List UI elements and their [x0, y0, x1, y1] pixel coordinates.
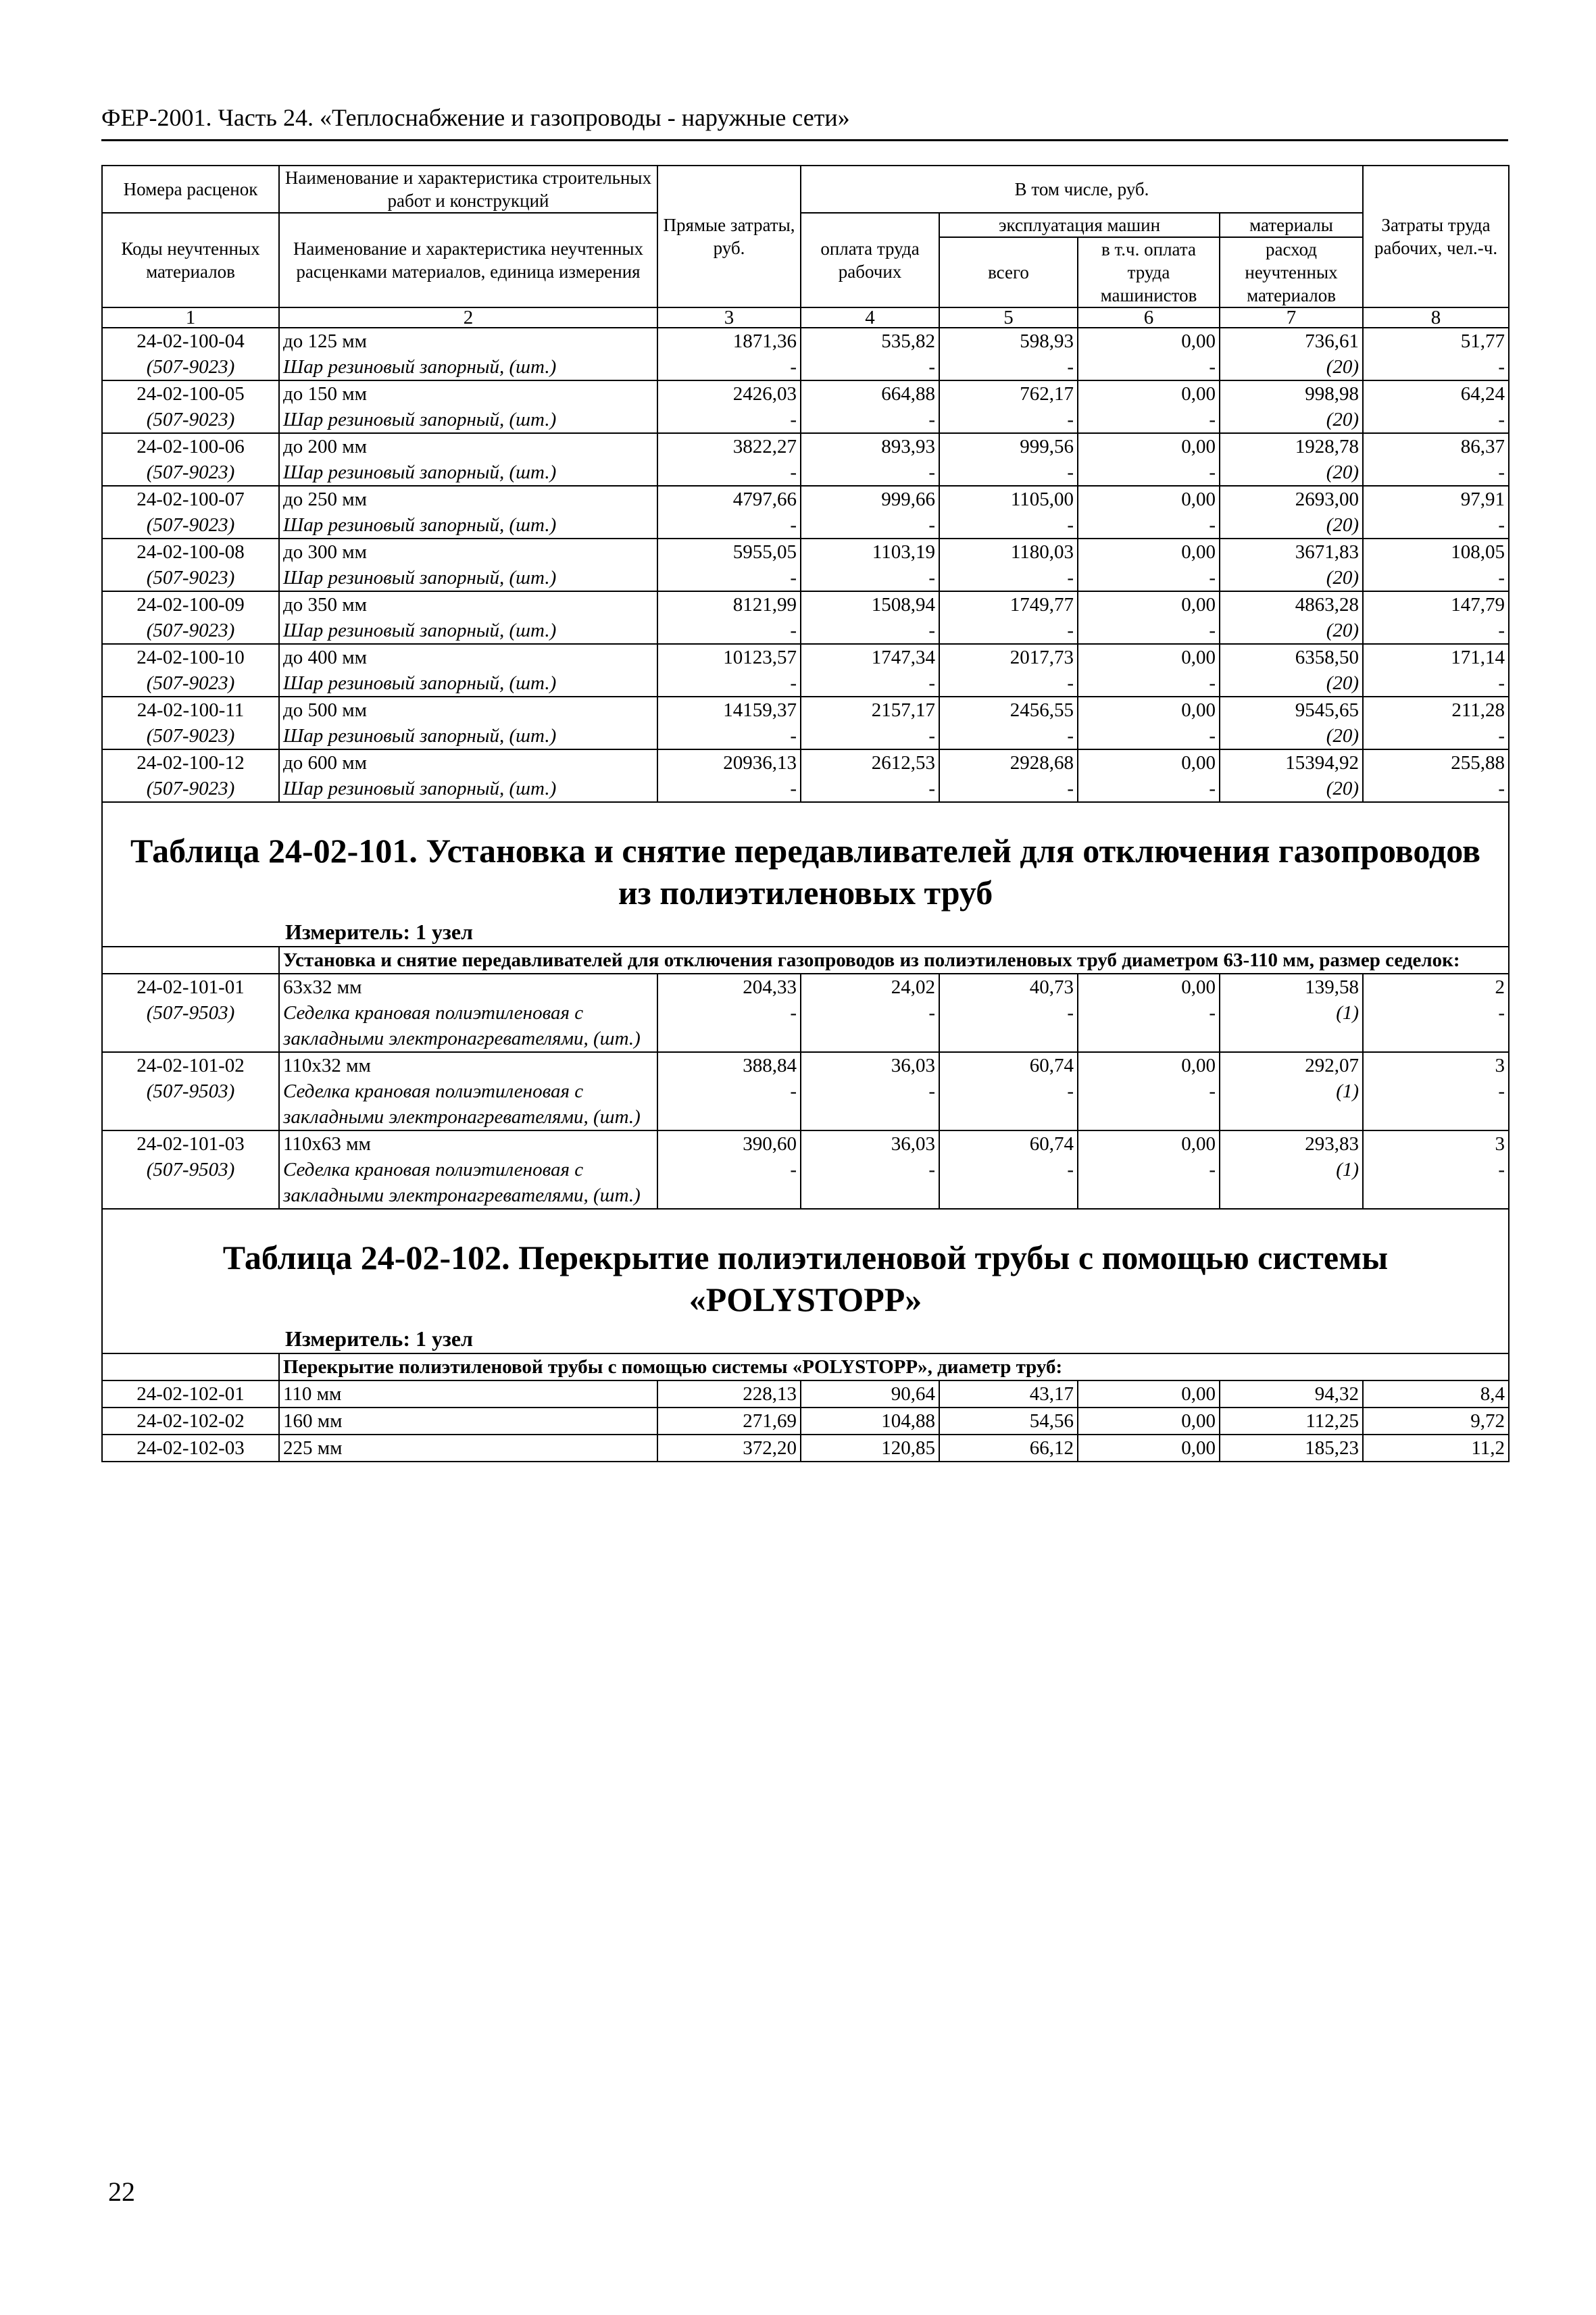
machines-cost: 2017,73 — [939, 644, 1078, 670]
table-24-02-100-body — [102, 328, 1509, 802]
materials-cost: 1928,78 — [1220, 433, 1363, 459]
machines-cost: 60,74 — [939, 1052, 1078, 1078]
rate-name: до 125 мм — [279, 328, 657, 354]
table-row — [102, 749, 1509, 776]
rate-code: 24-02-101-01 — [102, 974, 279, 1000]
table-row — [102, 591, 1509, 618]
material-name: Шар резиновый запорный, (шт.) — [279, 407, 657, 433]
dash-cell: - — [801, 618, 939, 644]
col-header-materials: материалы — [1220, 213, 1363, 237]
labor-hours: 51,77 — [1363, 328, 1509, 354]
materials-cost: 3671,83 — [1220, 539, 1363, 565]
rate-name: 110х63 мм — [279, 1130, 657, 1157]
material-code: (507-9503) — [102, 1078, 279, 1130]
col-index: 3 — [657, 307, 801, 328]
table-row — [102, 644, 1509, 670]
dash-cell: - — [657, 776, 801, 802]
machinist-labor-cost: 0,00 — [1078, 486, 1220, 512]
dash-cell: - — [657, 565, 801, 591]
materials-cost: 15394,92 — [1220, 749, 1363, 776]
dash-cell: - — [939, 407, 1078, 433]
table-101-title: Таблица 24-02-101. Установка и снятие передавливателей для отключения газопроводов из полиэтиленовых труб — [130, 832, 1481, 912]
dash-cell: - — [939, 618, 1078, 644]
subheading-spacer — [102, 947, 279, 974]
material-code: (507-9023) — [102, 565, 279, 591]
dash-cell: - — [939, 776, 1078, 802]
machines-cost: 43,17 — [939, 1380, 1078, 1408]
labor-hours: 108,05 — [1363, 539, 1509, 565]
machines-cost: 66,12 — [939, 1435, 1078, 1462]
col-index: 7 — [1220, 307, 1363, 328]
material-row — [102, 407, 1509, 433]
labor-hours: 211,28 — [1363, 697, 1509, 723]
dash-cell: - — [657, 407, 801, 433]
direct-cost: 271,69 — [657, 1408, 801, 1435]
material-name: Седелка крановая полиэтиленовая с закладными электронагревателями, (шт.) — [279, 1157, 657, 1209]
col-header-direct: Прямые затраты, руб. — [657, 166, 801, 307]
col-index: 5 — [939, 307, 1078, 328]
materials-cost: 139,58 — [1220, 974, 1363, 1000]
direct-cost: 1871,36 — [657, 328, 801, 354]
direct-cost: 3822,27 — [657, 433, 801, 459]
dash-cell: - — [939, 459, 1078, 486]
running-header: ФЕР-2001. Часть 24. «Теплоснабжение и газопроводы - наружные сети» — [101, 104, 850, 131]
dash-cell: - — [801, 776, 939, 802]
col-header-name: Наименование и характеристика строительных работ и конструкций — [279, 166, 657, 213]
labor-hours: 64,24 — [1363, 380, 1509, 407]
table-102-meter: Измеритель: 1 узел — [285, 1326, 473, 1351]
table-102-title: Таблица 24-02-102. Перекрытие полиэтиленовой трубы с помощью системы «POLYSTOPP» — [222, 1239, 1389, 1318]
dash-cell: - — [1363, 1000, 1509, 1052]
column-index-row — [102, 307, 1509, 328]
dash-cell: - — [1363, 1078, 1509, 1130]
rate-name: 110 мм — [279, 1380, 657, 1408]
labor-cost: 2157,17 — [801, 697, 939, 723]
material-usage: (20) — [1220, 776, 1363, 802]
machines-cost: 54,56 — [939, 1408, 1078, 1435]
col-header-codes: Номера расценок — [102, 166, 279, 213]
table-row — [102, 1408, 1509, 1435]
rate-code: 24-02-100-06 — [102, 433, 279, 459]
col-header-material-usage: расход неучтенных материалов — [1220, 237, 1363, 307]
materials-cost: 2693,00 — [1220, 486, 1363, 512]
material-code: (507-9503) — [102, 1000, 279, 1052]
col-index: 4 — [801, 307, 939, 328]
dash-cell: - — [801, 723, 939, 749]
rate-name: до 350 мм — [279, 591, 657, 618]
header-rule — [101, 139, 1508, 141]
material-code: (507-9023) — [102, 670, 279, 697]
rate-name: 160 мм — [279, 1408, 657, 1435]
col-header-hours: Затраты труда рабочих, чел.-ч. — [1363, 166, 1509, 307]
rate-code: 24-02-100-12 — [102, 749, 279, 776]
dash-cell: - — [939, 512, 1078, 539]
direct-cost: 14159,37 — [657, 697, 801, 723]
dash-cell: - — [1363, 512, 1509, 539]
dash-cell: - — [1078, 618, 1220, 644]
material-row — [102, 618, 1509, 644]
table-row — [102, 328, 1509, 354]
material-usage: (20) — [1220, 670, 1363, 697]
machinist-labor-cost: 0,00 — [1078, 974, 1220, 1000]
machinist-labor-cost: 0,00 — [1078, 380, 1220, 407]
rate-name: до 400 мм — [279, 644, 657, 670]
col-header-machines-total: всего — [939, 237, 1078, 307]
rate-code: 24-02-102-01 — [102, 1380, 279, 1408]
material-usage: (20) — [1220, 459, 1363, 486]
material-name: Шар резиновый запорный, (шт.) — [279, 618, 657, 644]
dash-cell: - — [1078, 1157, 1220, 1209]
dash-cell: - — [801, 565, 939, 591]
material-code: (507-9023) — [102, 459, 279, 486]
col-index: 1 — [102, 307, 279, 328]
machinist-labor-cost: 0,00 — [1078, 749, 1220, 776]
dash-cell: - — [657, 670, 801, 697]
material-usage: (20) — [1220, 723, 1363, 749]
table-row — [102, 380, 1509, 407]
dash-cell: - — [657, 1157, 801, 1209]
material-code: (507-9023) — [102, 723, 279, 749]
labor-hours: 171,14 — [1363, 644, 1509, 670]
table-row — [102, 539, 1509, 565]
table-24-02-101-section — [102, 802, 1509, 974]
dash-cell: - — [939, 1157, 1078, 1209]
labor-cost: 1103,19 — [801, 539, 939, 565]
direct-cost: 390,60 — [657, 1130, 801, 1157]
dash-cell: - — [657, 459, 801, 486]
machines-cost: 40,73 — [939, 974, 1078, 1000]
material-row — [102, 565, 1509, 591]
col-header-group: В том числе, руб. — [801, 166, 1363, 213]
material-code: (507-9023) — [102, 354, 279, 380]
dash-cell: - — [939, 1078, 1078, 1130]
machines-cost: 1180,03 — [939, 539, 1078, 565]
rate-name: 63х32 мм — [279, 974, 657, 1000]
col-header-labor: оплата труда рабочих — [801, 213, 939, 307]
machines-cost: 2928,68 — [939, 749, 1078, 776]
machinist-labor-cost: 0,00 — [1078, 1408, 1220, 1435]
rate-code: 24-02-100-05 — [102, 380, 279, 407]
dash-cell: - — [1078, 354, 1220, 380]
material-row — [102, 776, 1509, 802]
dash-cell: - — [939, 1000, 1078, 1052]
materials-cost: 4863,28 — [1220, 591, 1363, 618]
labor-cost: 36,03 — [801, 1052, 939, 1078]
dash-cell: - — [801, 670, 939, 697]
labor-hours: 97,91 — [1363, 486, 1509, 512]
labor-cost: 24,02 — [801, 974, 939, 1000]
dash-cell: - — [657, 618, 801, 644]
machinist-labor-cost: 0,00 — [1078, 1380, 1220, 1408]
materials-cost: 112,25 — [1220, 1408, 1363, 1435]
dash-cell: - — [1078, 670, 1220, 697]
subheading-spacer — [102, 1353, 279, 1380]
material-usage: (20) — [1220, 565, 1363, 591]
material-row — [102, 1000, 1509, 1052]
dash-cell: - — [939, 565, 1078, 591]
dash-cell: - — [1363, 723, 1509, 749]
price-table — [101, 165, 1510, 1462]
material-code: (507-9023) — [102, 407, 279, 433]
materials-cost: 6358,50 — [1220, 644, 1363, 670]
direct-cost: 228,13 — [657, 1380, 801, 1408]
dash-cell: - — [801, 407, 939, 433]
materials-cost: 998,98 — [1220, 380, 1363, 407]
direct-cost: 10123,57 — [657, 644, 801, 670]
rate-code: 24-02-100-07 — [102, 486, 279, 512]
dash-cell: - — [1078, 512, 1220, 539]
materials-cost: 736,61 — [1220, 328, 1363, 354]
col-index: 2 — [279, 307, 657, 328]
machines-cost: 999,56 — [939, 433, 1078, 459]
rate-code: 24-02-100-08 — [102, 539, 279, 565]
rate-name: до 600 мм — [279, 749, 657, 776]
machines-cost: 2456,55 — [939, 697, 1078, 723]
material-row — [102, 512, 1509, 539]
machinist-labor-cost: 0,00 — [1078, 328, 1220, 354]
dash-cell: - — [1078, 565, 1220, 591]
dash-cell: - — [939, 723, 1078, 749]
labor-cost: 664,88 — [801, 380, 939, 407]
material-usage: (20) — [1220, 512, 1363, 539]
material-row — [102, 459, 1509, 486]
dash-cell: - — [1363, 1157, 1509, 1209]
rate-code: 24-02-100-04 — [102, 328, 279, 354]
machinist-labor-cost: 0,00 — [1078, 591, 1220, 618]
dash-cell: - — [1078, 1000, 1220, 1052]
rate-name: до 300 мм — [279, 539, 657, 565]
dash-cell: - — [801, 459, 939, 486]
materials-cost: 185,23 — [1220, 1435, 1363, 1462]
direct-cost: 2426,03 — [657, 380, 801, 407]
material-usage: (1) — [1220, 1157, 1363, 1209]
table-row — [102, 1130, 1509, 1157]
materials-cost: 9545,65 — [1220, 697, 1363, 723]
material-row — [102, 354, 1509, 380]
table-row — [102, 1435, 1509, 1462]
dash-cell: - — [1078, 407, 1220, 433]
material-row — [102, 670, 1509, 697]
dash-cell: - — [939, 354, 1078, 380]
material-usage: (1) — [1220, 1078, 1363, 1130]
rate-name: до 200 мм — [279, 433, 657, 459]
material-row — [102, 1078, 1509, 1130]
rate-code: 24-02-100-10 — [102, 644, 279, 670]
material-name: Шар резиновый запорный, (шт.) — [279, 459, 657, 486]
machines-cost: 762,17 — [939, 380, 1078, 407]
labor-cost: 36,03 — [801, 1130, 939, 1157]
material-code: (507-9023) — [102, 776, 279, 802]
table-24-02-101-body — [102, 974, 1509, 1209]
labor-cost: 120,85 — [801, 1435, 939, 1462]
dash-cell: - — [1078, 459, 1220, 486]
dash-cell: - — [1363, 354, 1509, 380]
table-24-02-102-body — [102, 1380, 1509, 1462]
machines-cost: 60,74 — [939, 1130, 1078, 1157]
labor-hours: 9,72 — [1363, 1408, 1509, 1435]
direct-cost: 204,33 — [657, 974, 801, 1000]
labor-hours: 3 — [1363, 1130, 1509, 1157]
machinist-labor-cost: 0,00 — [1078, 697, 1220, 723]
material-name: Седелка крановая полиэтиленовая с закладными электронагревателями, (шт.) — [279, 1078, 657, 1130]
machines-cost: 1749,77 — [939, 591, 1078, 618]
direct-cost: 4797,66 — [657, 486, 801, 512]
table-row — [102, 1380, 1509, 1408]
labor-hours: 255,88 — [1363, 749, 1509, 776]
col-header-material-codes: Коды неучтенных материалов — [102, 213, 279, 307]
machinist-labor-cost: 0,00 — [1078, 1435, 1220, 1462]
labor-hours: 3 — [1363, 1052, 1509, 1078]
rate-code: 24-02-100-11 — [102, 697, 279, 723]
machinist-labor-cost: 0,00 — [1078, 433, 1220, 459]
material-usage: (1) — [1220, 1000, 1363, 1052]
machines-cost: 1105,00 — [939, 486, 1078, 512]
labor-cost: 893,93 — [801, 433, 939, 459]
material-row — [102, 723, 1509, 749]
material-name: Шар резиновый запорный, (шт.) — [279, 512, 657, 539]
rate-name: до 500 мм — [279, 697, 657, 723]
material-usage: (20) — [1220, 618, 1363, 644]
dash-cell: - — [657, 512, 801, 539]
table-101-subheading: Установка и снятие передавливателей для отключения газопроводов из полиэтиленовых труб диаметром 63-110 мм, размер седелок: — [279, 947, 1509, 974]
table-row — [102, 974, 1509, 1000]
dash-cell: - — [801, 512, 939, 539]
materials-cost: 94,32 — [1220, 1380, 1363, 1408]
labor-cost: 535,82 — [801, 328, 939, 354]
labor-hours: 147,79 — [1363, 591, 1509, 618]
material-usage: (20) — [1220, 354, 1363, 380]
table-102-subheading: Перекрытие полиэтиленовой трубы с помощью системы «POLYSTOPP», диаметр труб: — [279, 1353, 1509, 1380]
material-usage: (20) — [1220, 407, 1363, 433]
direct-cost: 388,84 — [657, 1052, 801, 1078]
table-row — [102, 433, 1509, 459]
direct-cost: 372,20 — [657, 1435, 801, 1462]
dash-cell: - — [1363, 670, 1509, 697]
machinist-labor-cost: 0,00 — [1078, 1052, 1220, 1078]
machinist-labor-cost: 0,00 — [1078, 1130, 1220, 1157]
dash-cell: - — [1078, 776, 1220, 802]
table-row — [102, 486, 1509, 512]
col-index: 6 — [1078, 307, 1220, 328]
rate-name: 110х32 мм — [279, 1052, 657, 1078]
material-code: (507-9023) — [102, 618, 279, 644]
material-name: Шар резиновый запорный, (шт.) — [279, 565, 657, 591]
material-name: Шар резиновый запорный, (шт.) — [279, 354, 657, 380]
labor-cost: 999,66 — [801, 486, 939, 512]
labor-cost: 1747,34 — [801, 644, 939, 670]
dash-cell: - — [1363, 407, 1509, 433]
labor-hours: 11,2 — [1363, 1435, 1509, 1462]
machinist-labor-cost: 0,00 — [1078, 644, 1220, 670]
dash-cell: - — [801, 1157, 939, 1209]
machines-cost: 598,93 — [939, 328, 1078, 354]
dash-cell: - — [801, 1000, 939, 1052]
materials-cost: 292,07 — [1220, 1052, 1363, 1078]
rate-name: 225 мм — [279, 1435, 657, 1462]
material-name: Шар резиновый запорный, (шт.) — [279, 723, 657, 749]
material-name: Шар резиновый запорный, (шт.) — [279, 670, 657, 697]
rate-code: 24-02-102-03 — [102, 1435, 279, 1462]
dash-cell: - — [657, 1000, 801, 1052]
labor-cost: 90,64 — [801, 1380, 939, 1408]
col-header-material-name: Наименование и характеристика неучтенных расценками материалов, единица измерения — [279, 213, 657, 307]
table-row — [102, 1052, 1509, 1078]
rate-name: до 250 мм — [279, 486, 657, 512]
labor-cost: 104,88 — [801, 1408, 939, 1435]
material-name: Шар резиновый запорный, (шт.) — [279, 776, 657, 802]
machinist-labor-cost: 0,00 — [1078, 539, 1220, 565]
materials-cost: 293,83 — [1220, 1130, 1363, 1157]
col-header-machines: эксплуатация машин — [939, 213, 1220, 237]
price-table-frame — [101, 165, 1508, 1462]
rate-code: 24-02-101-03 — [102, 1130, 279, 1157]
page-number: 22 — [108, 2176, 135, 2207]
rate-code: 24-02-101-02 — [102, 1052, 279, 1078]
dash-cell: - — [1078, 1078, 1220, 1130]
material-row — [102, 1157, 1509, 1209]
material-name: Седелка крановая полиэтиленовая с закладными электронагревателями, (шт.) — [279, 1000, 657, 1052]
direct-cost: 8121,99 — [657, 591, 801, 618]
dash-cell: - — [801, 354, 939, 380]
rate-code: 24-02-102-02 — [102, 1408, 279, 1435]
labor-hours: 8,4 — [1363, 1380, 1509, 1408]
material-code: (507-9503) — [102, 1157, 279, 1209]
table-row — [102, 697, 1509, 723]
dash-cell: - — [1363, 565, 1509, 591]
rate-name: до 150 мм — [279, 380, 657, 407]
direct-cost: 5955,05 — [657, 539, 801, 565]
dash-cell: - — [657, 1078, 801, 1130]
table-24-02-102-section — [102, 1209, 1509, 1380]
labor-cost: 2612,53 — [801, 749, 939, 776]
dash-cell: - — [801, 1078, 939, 1130]
col-index: 8 — [1363, 307, 1509, 328]
labor-hours: 2 — [1363, 974, 1509, 1000]
material-code: (507-9023) — [102, 512, 279, 539]
labor-cost: 1508,94 — [801, 591, 939, 618]
dash-cell: - — [1363, 618, 1509, 644]
labor-hours: 86,37 — [1363, 433, 1509, 459]
table-101-meter: Измеритель: 1 узел — [285, 920, 473, 944]
direct-cost: 20936,13 — [657, 749, 801, 776]
col-header-machinist-labor: в т.ч. оплата труда машинистов — [1078, 237, 1220, 307]
dash-cell: - — [657, 723, 801, 749]
dash-cell: - — [1078, 723, 1220, 749]
dash-cell: - — [1363, 776, 1509, 802]
dash-cell: - — [939, 670, 1078, 697]
rate-code: 24-02-100-09 — [102, 591, 279, 618]
dash-cell: - — [1363, 459, 1509, 486]
dash-cell: - — [657, 354, 801, 380]
